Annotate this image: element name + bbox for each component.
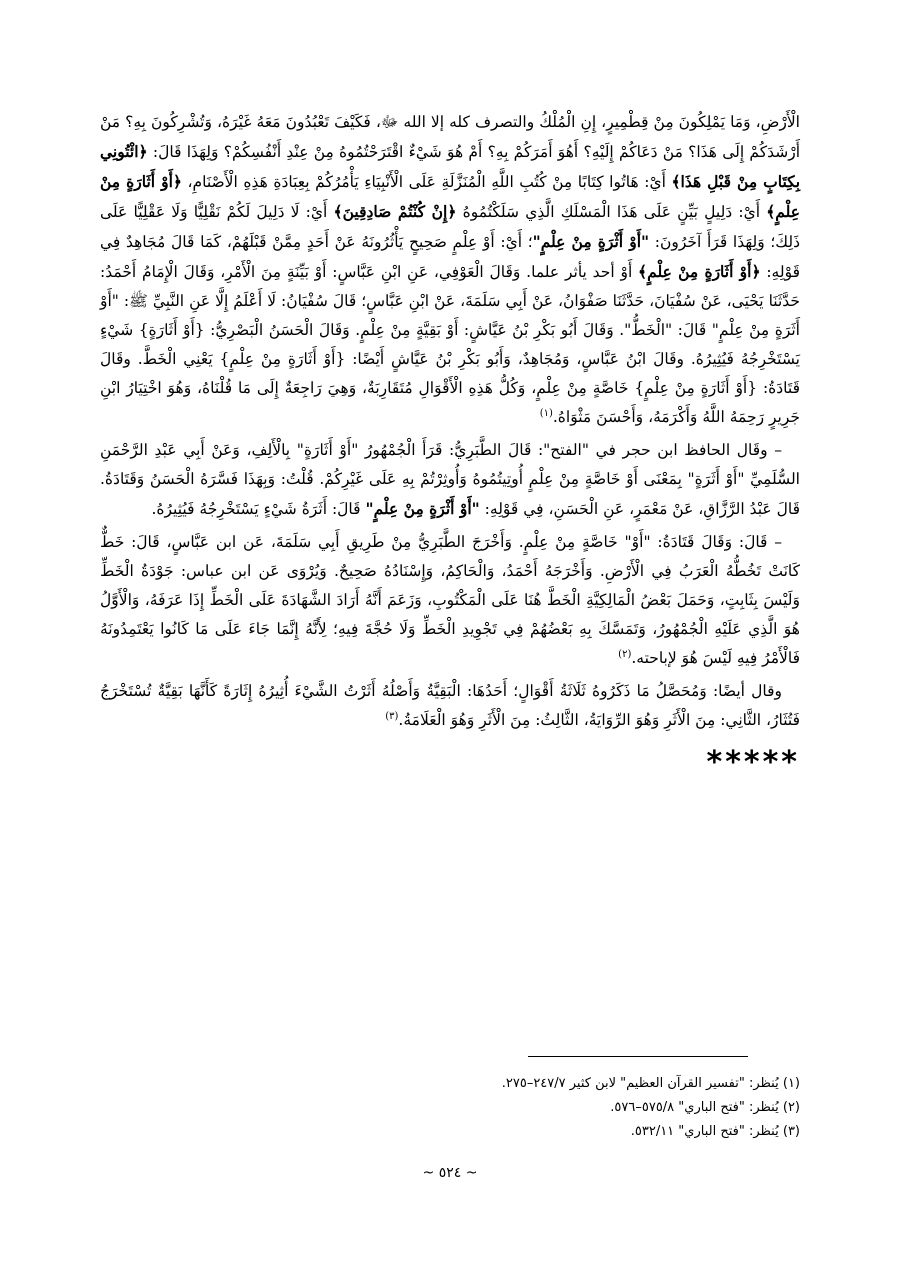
quranic-quote: ﴿أَوْ أَثَارَةٍ مِنْ عِلْمٍ﴾ — [100, 172, 800, 221]
text-run: أَيْ: لَا دَلِيلَ لَكُمْ نَقْلِيًّا وَلَا عَقْلِيًّا عَلَى ذَلِكَ؛ وَلِهَذَا قَرَأَ آخَرُونَ: — [100, 203, 800, 251]
footnote-ref: (١) — [539, 407, 553, 419]
section-separator: ***** — [706, 745, 800, 780]
footnotes — [300, 1072, 800, 1144]
quranic-quote: ﴿أَوْ أَثَارَةٍ مِنْ عِلْمٍ﴾ — [638, 262, 761, 281]
footnote-ref: (٢) — [618, 648, 632, 660]
footnote-2: (٢) يُنظر: "فتح الباري" ٥٧٥/٨–٥٧٦. — [610, 1100, 800, 1115]
text-run: أَيْ: هَاتُوا كِتَابًا مِنْ كُتُبِ اللَّهِ الْمُنَزَّلَةِ عَلَى الْأَنْبِيَاءِ يَأْمُرُكُمْ بِعِبَادَةِ هَذِهِ الْأَصْنَامِ، — [181, 173, 672, 191]
quranic-quote: ﴿إِنْ كُنْتُمْ صَادِقِينَ﴾ — [333, 202, 457, 221]
text-run: ؛ أَيْ: أَوْ عِلْمٍ صَحِيحٍ يَأْثُرُونَهُ عَنْ أَحَدٍ مِمَّنْ قَبْلَهُمْ، كَمَا قَالَ مُجَاهِدٌ فِي قَوْلِهِ: — [100, 233, 800, 281]
quranic-quote: "أَوْ أَثْرَةٍ مِنْ عِلْمٍ" — [365, 499, 480, 518]
text-run: أَوْ أحد يأثر علما. وَقَالَ الْعَوْفِي، عَنِ ابْنِ عَبَّاسٍ: أَوْ بَيِّنَةٍ مِنَ الْأَمْرِ، وَقَالَ الْإِمَامُ أَحْمَدُ: حَدَّثَنَا يَحْيَى، عَنْ سُفْيَانَ، حَدَّثَنَا صَفْوَانُ، عَنْ أَبِي سَلَمَةَ، عَنْ ابْنِ عَبَّاسٍ؛ قَالَ سُفْيَانُ: لَا أَعْلَمُ إِلَّا عَنِ النَّبِيِّ ﷺ: "أَوْ أَثَرَةٍ مِنْ عِلْمٍ" قَالَ: "الْخَطُّ". وَقَالَ أَبُو بَكْرِ بْنُ عَيَّاشٍ: أَوْ بَقِيَّةٍ مِنْ عِلْمٍ. وَقَالَ الْحَسَنُ الْبَصْرِيُّ: {أَوْ أَثَارَةٍ} شَيْءٍ يَسْتَخْرِجُهُ فَيُثِيرُهُ. وقَالَ ابْنُ عَبَّاسٍ، وَمُجَاهِدٌ، وَأَبُو بَكْرِ بْنُ عَيَّاشٍ أَيْضًا: {أَوْ أَثَارَةٍ مِنْ عِلْمٍ} يَعْنِي الْخَطَّ. وقَالَ قَتَادَةُ: {أَوْ أَثَارَةٍ مِنْ عِلْمٍ} خَاصَّةٍ مِنْ عِلْمٍ، وَكُلُّ هَذِهِ الْأَقْوَالِ مُتَقَارِبَةٌ، وَهِيَ رَاجِعَةٌ إِلَى مَا قُلْنَاهُ، وَهُوَ اخْتِيَارُ ابْنِ جَرِيرٍ رَحِمَهُ اللَّهُ وَأَكْرَمَهُ، وَأَحْسَنَ مَثْوَاهُ. — [100, 263, 800, 426]
quranic-quote: ﴿ائْتُونِي بِكِتَابٍ مِنْ قَبْلِ هَذَا﴾ — [100, 142, 801, 191]
text-run: الْأَرْضِ، وَمَا يَمْلِكُونَ مِنْ قِطْمِيرٍ، إِنِ الْمُلْكُ والتصرف كله إلا الله ﷻ، فَكَيْفَ تَعْبُدُونَ مَعَهُ غَيْرَهُ، وَتُشْرِكُونَ بِهِ؟ مَنْ أَرْشَدَكُمْ إِلَى هَذَا؟ مَنْ دَعَاكُمْ إِلَيْهِ؟ أَهُوَ أَمَرَكُمْ بِهِ؟ أَمْ هُوَ شَيْءٌ اقْتَرَحْتُمُوهُ مِنْ عِنْدِ أَنْفُسِكُمْ؟ وَلِهَذَا قَالَ: — [100, 113, 800, 161]
paragraph-4 — [100, 677, 800, 735]
text-run: قَالَ: أَثَرَةُ شَيْءٍ يَسْتَخْرِجُهُ فَيُثِيرُهُ. — [151, 500, 366, 518]
footnote-1: (١) يُنظر: "تفسير القرآن العظيم" لابن كثير ٢٤٧/٧–٢٧٥. — [501, 1076, 800, 1091]
main-text — [100, 108, 800, 780]
footnote-3: (٣) يُنظر: "فتح الباري" ٥٣٢/١١. — [630, 1124, 800, 1139]
text-run: وقال أيضًا: وَمُحَصَّلُ مَا ذَكَرُوهُ ثَلَاثَةُ أَقْوَالٍ؛ أَحَدُهَا: الْبَقِيَّةُ وَأَصْلُهُ أَثَرْتُ الشَّيْءَ أُثِيرُهُ إِثَارَةً كَأَنَّهَا بَقِيَّةٌ تُسْتَخْرَجُ فَتُثَارُ، الثَّانِي: مِنَ الْأَثَرِ وَهُوَ الرِّوَايَةُ، الثَّالِثُ: مِنَ الْأَثَرِ وَهُوَ الْعَلَامَةُ. — [100, 682, 800, 729]
page-number: ~ ٥٢٤ ~ — [422, 1165, 478, 1181]
paragraph-3 — [100, 528, 800, 673]
quranic-quote: "أَوْ أَثْرَةٍ مِنْ عِلْمٍ" — [532, 232, 650, 251]
footnote-divider — [528, 1056, 748, 1057]
paragraph-2 — [100, 436, 800, 524]
text-run: – وقَال الحافظ ابن حجر في "الفتح": قَالَ الطَّبَرِيُّ: قَرَأَ الْجُمْهُورُ "أَوْ أَثَارَةٍ" بِالْأَلِفِ، وَعَنْ أَبِي عَبْدِ الرَّحْمَنِ السُّلَمِيِّ "أَوْ أَثَرَةٍ" بِمَعْنَى أَوْ خَاصَّةٍ مِنْ عِلْمٍ أُوتِيتُمُوهُ وَأُوثِرْتُمْ بِهِ عَلَى غَيْرِكُمْ. قُلْتُ: وَبِهَذَا فَسَّرَهُ الْحَسَنُ وَقَتَادَةُ. قَالَ عَبْدُ الرَّزَّاقِ، عَنْ مَعْمَرٍ، عَنِ الْحَسَنِ، فِي قَوْلِهِ: — [100, 441, 800, 518]
text-run: – قَالَ: وَقَالَ قَتَادَةُ: "أَوْ" خَاصَّةٍ مِنْ عِلْمٍ. وَأَخْرَجَ الطَّبَرِيُّ مِنْ طَرِيقِ أَبِي سَلَمَةَ، عَن ابن عَبَّاسٍ، قَالَ: خَطٌّ كَانَتْ تَخُطُّهُ الْعَرَبُ فِي الْأَرْضِ. وَأَخْرَجَهُ أَحْمَدُ، وَالْحَاكِمُ، وَإِسْنَادُهُ صَحِيحٌ. وَيُرْوَى عَن ابن عباس: جَوْدَةُ الْخَطِّ وَلَيْسَ بِثَابِتٍ، وَحَمَلَ بَعْضُ الْمَالِكِيَّةِ الْخَطَّ هُنَا عَلَى الْمَكْتُوبِ، وَزَعَمَ أَنَّهُ أَرَادَ الشَّهَادَةَ عَلَى الْخَطِّ إِذَا عَرَفَهُ، وَالْأَوَّلُ هُوَ الَّذِي عَلَيْهِ الْجُمْهُورُ، وَتَمَسَّكَ بِهِ بَعْضُهُمْ فِي تَجْوِيدِ الْخَطِّ وَلَا حُجَّةَ فِيهِ؛ لِأَنَّهُ إِنَّمَا جَاءَ عَلَى مَا كَانُوا يَعْتَمِدُونَهُ فَالْأَمْرُ فِيهِ لَيْسَ هُوَ لإباحته. — [100, 533, 800, 667]
footnote-ref: (٣) — [385, 710, 399, 722]
text-run: أَيْ: دَلِيلٍ بَيِّنٍ عَلَى هَذَا الْمَسْلَكِ الَّذِي سَلَكْتُمُوهُ — [456, 203, 767, 221]
paragraph-1 — [100, 108, 800, 432]
